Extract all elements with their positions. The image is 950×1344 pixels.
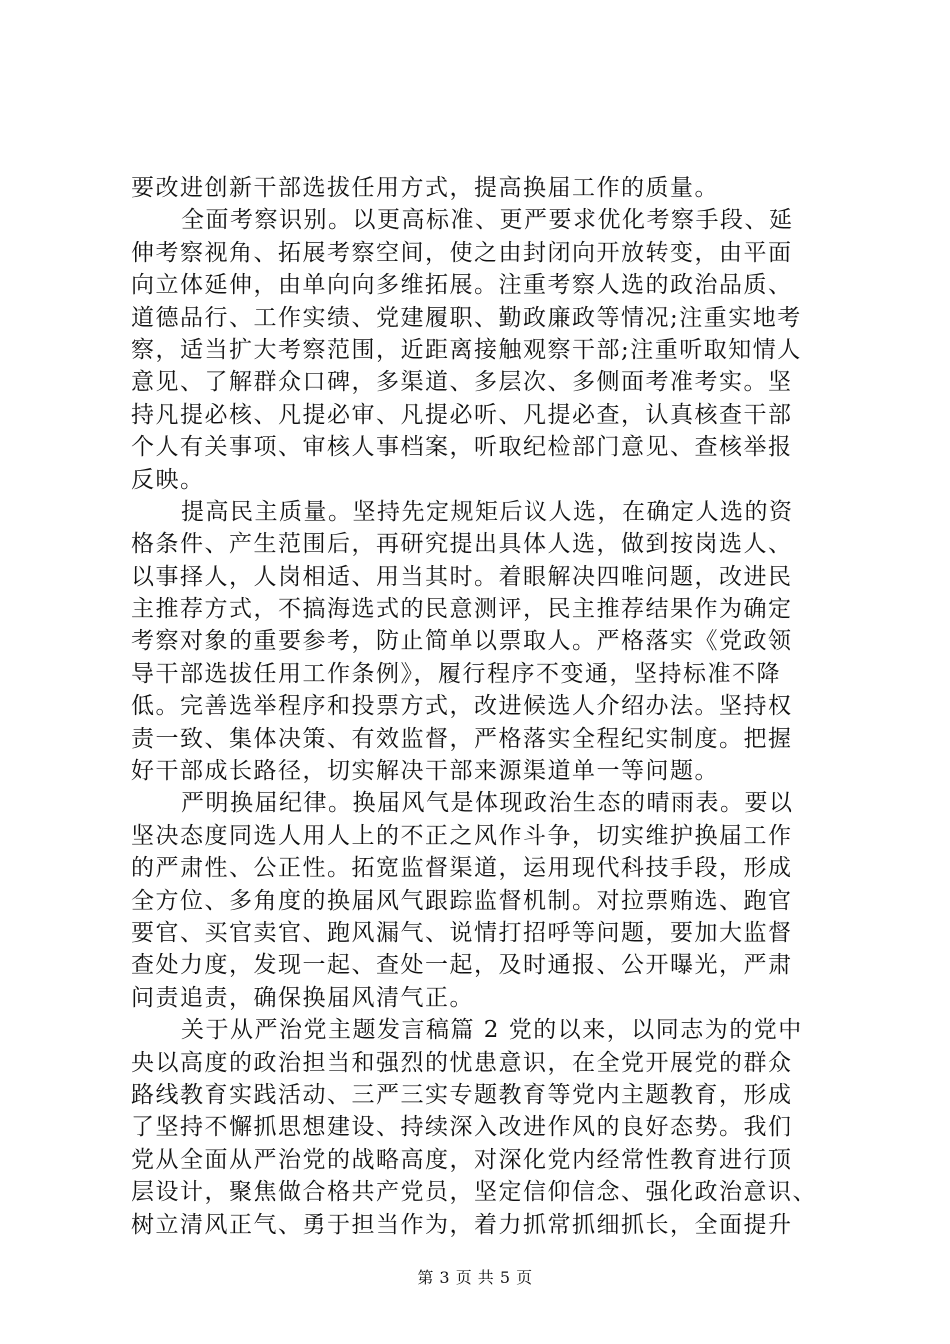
text-line: 坚决态度同选人用人上的不正之风作斗争，切实维护换届工作 [131, 822, 793, 849]
text-line: 道德品行、工作实绩、党建履职、勤政廉政等情况;注重实地考 [131, 304, 802, 331]
text-line: 伸考察视角、拓展考察空间，使之由封闭向开放转变，由平面 [131, 239, 793, 266]
paragraph-first-line: 严明换届纪律。换届风气是体现政治生态的晴雨表。要以 [181, 790, 794, 817]
text-line: 考察对象的重要参考，防止简单以票取人。严格落实《党政领 [131, 628, 793, 655]
text-line: 意见、了解群众口碑，多渠道、多层次、多侧面考准考实。坚 [131, 369, 793, 396]
text-line: 好干部成长路径，切实解决干部来源渠道单一等问题。 [131, 758, 719, 785]
body-text [131, 172, 831, 1241]
text-line: 党从全面从严治党的战略高度，对深化党内经常性教育进行顶 [131, 1146, 793, 1173]
text-line: 的严肃性、公正性。拓宽监督渠道，运用现代科技手段，形成 [131, 855, 793, 882]
text-line: 问责追责，确保换届风清气正。 [131, 984, 474, 1011]
paragraph-first-line: 全面考察识别。以更高标准、更严要求优化考察手段、延 [181, 207, 794, 234]
text-line: 低。完善选举程序和投票方式，改进候选人介绍办法。坚持权 [131, 693, 793, 720]
text-line: 查处力度，发现一起、查处一起，及时通报、公开曝光，严肃 [131, 952, 793, 979]
paragraph-first-line: 关于从严治党主题发言稿篇 2 党的以来，以同志为的党中 [181, 1017, 803, 1044]
text-line: 要改进创新干部选拔任用方式，提高换届工作的质量。 [131, 175, 719, 201]
text-line: 格条件、产生范围后，再研究提出具体人选，做到按岗选人、 [131, 531, 793, 558]
text-line: 导干部选拔任用工作条例》，履行程序不变通，坚持标准不降 [131, 660, 781, 687]
page-footer: 第 3 页 共 5 页 [417, 1268, 533, 1287]
text-line: 全方位、多角度的换届风气跟踪监督机制。对拉票贿选、跑官 [131, 887, 793, 914]
text-line: 树立清风正气、勇于担当作为，着力抓常抓细抓长，全面提升 [131, 1211, 793, 1238]
text-line: 央以高度的政治担当和强烈的忧患意识，在全党开展党的群众 [131, 1049, 793, 1076]
text-line: 了坚持不懈抓思想建设、持续深入改进作风的良好态势。我们 [131, 1114, 793, 1141]
text-line: 个人有关事项、审核人事档案，听取纪检部门意见、查核举报 [131, 434, 793, 461]
text-line: 责一致、集体决策、有效监督，严格落实全程纪实制度。把握 [131, 725, 793, 752]
text-line: 路线教育实践活动、三严三实专题教育等党内主题教育，形成 [131, 1081, 793, 1108]
paragraph-first-line: 提高民主质量。坚持先定规矩后议人选，在确定人选的资 [181, 498, 794, 525]
text-line: 主推荐方式，不搞海选式的民意测评，民主推荐结果作为确定 [131, 596, 793, 623]
text-line: 以事择人，人岗相适、用当其时。着眼解决四唯问题，改进民 [131, 563, 793, 590]
text-line: 反映。 [131, 466, 205, 493]
text-line: 持凡提必核、凡提必审、凡提必听、凡提必查，认真核查干部 [131, 401, 793, 428]
text-line: 层设计，聚焦做合格共产党员，坚定信仰信念、强化政治意识、 [131, 1179, 817, 1206]
text-line: 向立体延伸，由单向向多维拓展。注重考察人选的政治品质、 [131, 272, 793, 299]
text-line: 察，适当扩大考察范围，近距离接触观察干部;注重听取知情人 [131, 336, 802, 363]
text-line: 要官、买官卖官、跑风漏气、说情打招呼等问题，要加大监督 [131, 919, 793, 946]
